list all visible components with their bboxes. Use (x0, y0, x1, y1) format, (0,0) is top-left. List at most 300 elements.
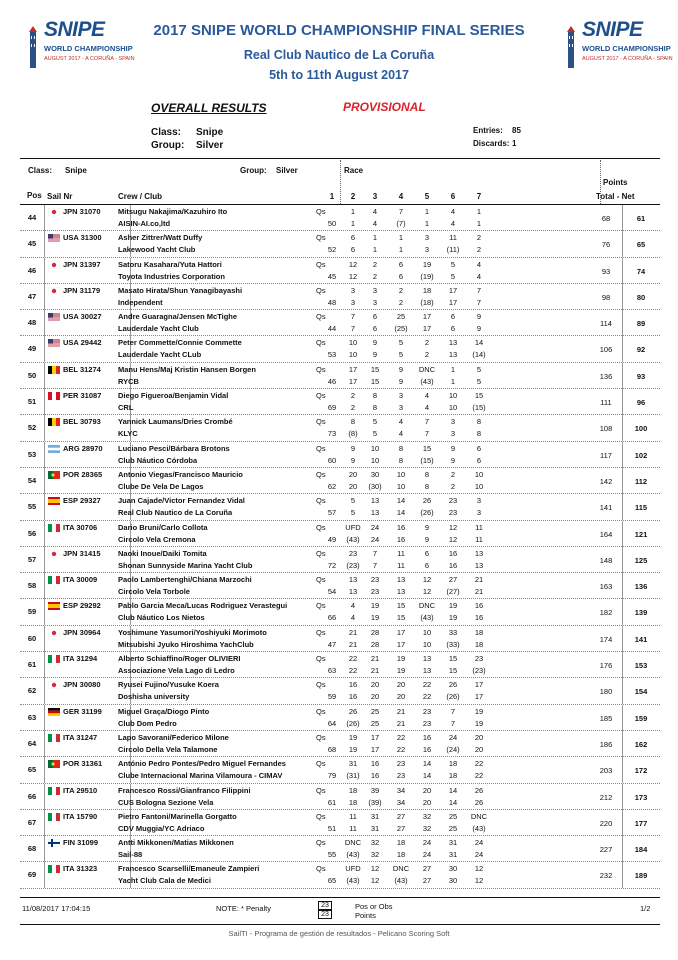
total-points: 182 (599, 608, 613, 618)
race-7-points: 13 (474, 560, 484, 570)
sail-number: POR 28365 (63, 469, 103, 479)
race-5-position: 2 (424, 338, 430, 348)
sail-number: JPN 31397 (63, 259, 101, 269)
race-3-points: 3 (372, 297, 378, 307)
race-3-points: (39) (368, 797, 382, 807)
net-points: 102 (634, 450, 648, 460)
net-points: 141 (634, 634, 648, 644)
race-2-points: 18 (348, 797, 358, 807)
timestamp: 11/08/2017 17:04:15 (22, 904, 91, 913)
race-4-position: 13 (396, 575, 406, 585)
race-6-position: 12 (448, 522, 458, 532)
sail-number: ITA 31247 (63, 732, 98, 742)
race-5-position: 22 (422, 680, 432, 690)
net-points: 100 (634, 424, 648, 434)
race-4-points: 1 (398, 245, 404, 255)
race-2-points: 1 (350, 219, 356, 228)
crew-names: Asher Zittrer/Watt Duffy (118, 233, 203, 243)
race-3-position: 6 (372, 312, 378, 322)
race-1-points: 64 (327, 718, 337, 728)
legend-box-points: 23 (318, 910, 332, 919)
footer-rule (20, 924, 660, 925)
race-6-position: 25 (448, 811, 458, 821)
th-group-label: Group: (240, 166, 267, 175)
entries-label: Entries: (473, 126, 503, 135)
race-7-position: 6 (476, 443, 482, 453)
race-3-position: 32 (370, 838, 380, 848)
race-4-points: 10 (396, 481, 406, 491)
race-2-position: 31 (348, 759, 358, 769)
crew-names: António Pedro Pontes/Pedro Miguel Fernandes (118, 759, 286, 769)
race-5-points: (19) (420, 271, 434, 281)
race-2-position: 8 (350, 417, 356, 427)
race-4-position: 27 (396, 811, 406, 821)
penalty-note: NOTE: * Penalty (216, 904, 272, 913)
usa-flag-icon (48, 234, 60, 242)
race-2-position: 13 (348, 575, 358, 585)
fin-flag-icon (48, 839, 60, 847)
sail-number: USA 30027 (63, 312, 102, 322)
race-2-points: (23) (346, 560, 360, 570)
race-6-points: (33) (446, 639, 460, 649)
race-3-points: 7 (372, 560, 378, 570)
crew-names: Diego Figueroa/Benjamin Vidal (118, 391, 229, 401)
total-points: 174 (599, 634, 613, 644)
race-3-position: 15 (370, 364, 380, 374)
net-points: 172 (634, 766, 648, 776)
total-points: 98 (601, 292, 611, 302)
race-4-points: 15 (396, 613, 406, 623)
race-7-position: 1 (476, 207, 482, 216)
race-4-points: 34 (396, 797, 406, 807)
race-2-points: 13 (348, 587, 358, 597)
club-name: Yacht Club Cala de Medici (118, 876, 211, 886)
software-credit: SailTI - Programa de gestión de resultados - Pelicano Scoring Soft (228, 929, 450, 938)
club-name: Lauderdale Yacht Club (118, 324, 199, 334)
group-value: Silver (196, 140, 224, 151)
race-1-points: 54 (327, 587, 337, 597)
sail-number: FIN 31099 (63, 838, 99, 848)
race-7-points: 11 (475, 534, 483, 544)
race-7-points: 6 (476, 455, 482, 465)
qs-label: Qs (316, 443, 326, 453)
sail-number: ESP 29327 (63, 496, 101, 506)
position-cell: 51 (27, 397, 37, 407)
club-name: Circolo Vela Torbole (118, 587, 190, 597)
race-2-points: 16 (348, 692, 358, 702)
race-2-points: 19 (348, 744, 358, 754)
logo-brand: SNIPE (582, 18, 643, 41)
crew-names: Yoshimune Yasumori/Yoshiyuki Morimoto (118, 627, 267, 637)
table-row (20, 573, 660, 599)
race-1-points: 46 (327, 376, 337, 386)
race-3-points: 9 (372, 350, 378, 360)
race-7-points: 8 (476, 429, 482, 439)
total-points: 142 (599, 476, 613, 486)
race-4-points: 21 (396, 718, 406, 728)
race-5-position: 26 (422, 496, 432, 506)
race-2-position: 17 (348, 364, 358, 374)
sail-number: USA 31300 (63, 233, 102, 243)
jpn-flag-icon (48, 287, 60, 295)
race-4-position: 14 (396, 496, 406, 506)
race-7-points: 3 (476, 508, 482, 518)
sail-number: ESP 29292 (63, 601, 101, 611)
race-6-points: 10 (448, 403, 458, 413)
qs-label: Qs (316, 732, 326, 742)
logo-sub: WORLD CHAMPIONSHIP (44, 44, 133, 53)
position-cell: 47 (27, 291, 37, 301)
table-row (20, 468, 660, 494)
race-2-position: 18 (348, 785, 358, 795)
race-4-position: 1 (398, 233, 404, 243)
race-3-position: 23 (370, 575, 380, 585)
race-6-points: 23 (448, 508, 458, 518)
race-2-position: 20 (348, 469, 358, 479)
table-row (20, 784, 660, 810)
race-7-points: 22 (474, 771, 484, 781)
race-1-points: 62 (327, 481, 337, 491)
race-2-points: 3 (350, 297, 356, 307)
race-6-points: 18 (448, 771, 458, 781)
club-name: Doshisha university (118, 692, 190, 702)
crew-names: Andre Guaragna/Jensen McTighe (118, 312, 238, 322)
table-row (20, 678, 660, 704)
race-4-points: 23 (396, 771, 406, 781)
race-6-position: 18 (448, 759, 458, 769)
race-5-position: 27 (422, 864, 432, 874)
race-1-points: 59 (327, 692, 337, 702)
net-points: 159 (634, 713, 648, 723)
race-3-position: 28 (370, 627, 380, 637)
race-4-position: 23 (396, 759, 406, 769)
race-5-position: 20 (422, 785, 432, 795)
por-flag-icon (48, 760, 60, 768)
qs-label: Qs (316, 601, 326, 611)
race-2-position: 10 (348, 338, 358, 348)
total-points: 220 (599, 818, 613, 828)
bel-flag-icon (48, 366, 60, 374)
race-5-points: 9 (424, 534, 430, 544)
qs-label: Qs (316, 233, 326, 243)
race-7-points: 20 (474, 744, 484, 754)
ita-flag-icon (48, 655, 60, 663)
race-4-position: 19 (396, 654, 406, 664)
net-points: 177 (634, 818, 648, 828)
race-6-points: 4 (450, 219, 456, 228)
event-dates: 5th to 11th August 2017 (269, 68, 409, 82)
race-5-position: 3 (424, 233, 430, 243)
race-5-points: 16 (422, 744, 432, 754)
race-1-points: 44 (327, 324, 337, 334)
net-points: 173 (634, 792, 648, 802)
race-7-position: 10 (474, 469, 484, 479)
crew-names: Miguel Graça/Diogo Pinto (118, 706, 210, 716)
table-row (20, 836, 660, 862)
th-pos: Pos (27, 191, 42, 200)
race-2-position: UFD (345, 864, 361, 874)
th-race-4: 4 (398, 192, 404, 201)
race-6-points: 17 (448, 297, 458, 307)
race-7-points: 16 (474, 613, 484, 623)
race-7-points: 18 (474, 639, 484, 649)
crew-names: Yannick Laumans/Dries Crombé (118, 417, 233, 427)
race-5-points: 14 (422, 771, 432, 781)
class-label: Class: (151, 127, 182, 138)
race-4-points: (25) (394, 324, 408, 334)
race-2-position: 21 (348, 627, 358, 637)
qs-label: Qs (316, 338, 326, 348)
qs-label: Qs (316, 627, 326, 637)
race-1-points: 73 (327, 429, 337, 439)
position-cell: 65 (27, 765, 37, 775)
race-5-points: 4 (424, 403, 430, 413)
class-value: Snipe (196, 127, 224, 138)
race-6-points: 13 (448, 350, 458, 360)
race-7-points: 10 (474, 481, 484, 491)
qs-label: Qs (316, 364, 326, 374)
race-6-position: 26 (448, 680, 458, 690)
crew-names: Lapo Savorani/Federico Milone (118, 732, 229, 742)
sail-number: JPN 30964 (63, 627, 101, 637)
race-3-position: 24 (370, 522, 380, 532)
race-5-position: DNC (418, 601, 436, 611)
jpn-flag-icon (48, 629, 60, 637)
crew-names: Antti Mikkonen/Matias Mikkonen (118, 838, 234, 848)
race-3-position: 5 (372, 417, 378, 427)
arg-flag-icon (48, 445, 60, 453)
qs-label: Qs (316, 654, 326, 664)
sail-number: ITA 30009 (63, 575, 98, 585)
race-6-points: 15 (448, 666, 458, 676)
race-1-points: 57 (327, 508, 337, 518)
race-2-points: 6 (350, 245, 356, 255)
table-row (20, 442, 660, 468)
sail-number: ARG 28970 (63, 443, 103, 453)
table-row (20, 810, 660, 836)
race-5-points: 32 (422, 823, 432, 833)
total-points: 136 (599, 371, 613, 381)
race-4-points: (43) (394, 876, 408, 886)
race-4-position: 11 (397, 548, 405, 558)
race-3-points: 19 (370, 613, 380, 623)
race-7-points: 5 (476, 376, 482, 386)
race-6-points: 9 (450, 455, 456, 465)
position-cell: 60 (27, 633, 37, 643)
race-6-points: 5 (450, 271, 456, 281)
race-1-points: 65 (327, 876, 337, 886)
table-row (20, 626, 660, 652)
race-4-position: 15 (396, 601, 406, 611)
th-total-net: Total - Net (596, 192, 635, 201)
race-4-position: 10 (396, 469, 406, 479)
sail-number: BEL 30793 (63, 417, 101, 427)
net-points: 92 (636, 345, 646, 355)
race-6-position: 23 (448, 496, 458, 506)
legend-box-pos: 23 (318, 901, 332, 910)
esp-flag-icon (48, 497, 60, 505)
crew-names: Alberto Schiaffino/Roger OLIVIERI (118, 654, 241, 664)
sail-number: JPN 31070 (63, 207, 101, 216)
race-1-points: 63 (327, 666, 337, 676)
ita-flag-icon (48, 524, 60, 532)
race-5-position: 9 (424, 522, 430, 532)
crew-names: Pietro Fantoni/Marinella Gorgatto (118, 811, 237, 821)
race-2-position: 6 (350, 233, 356, 243)
total-points: 212 (599, 792, 613, 802)
qs-label: Qs (316, 496, 326, 506)
crew-names: Peter Commette/Connie Commette (118, 338, 242, 348)
total-points: 180 (599, 687, 613, 697)
position-cell: 54 (27, 475, 37, 485)
race-3-points: 15 (370, 376, 380, 386)
race-1-points: 72 (327, 560, 337, 570)
race-5-points: 12 (422, 587, 432, 597)
qs-label: Qs (316, 469, 326, 479)
net-points: 136 (634, 582, 648, 592)
race-2-points: 11 (349, 823, 357, 833)
position-cell: 49 (27, 344, 37, 354)
qs-label: Qs (316, 759, 326, 769)
race-4-position: 6 (398, 259, 404, 269)
race-7-position: 24 (474, 838, 484, 848)
race-6-position: 1 (450, 364, 456, 374)
race-3-points: 23 (370, 587, 380, 597)
logo-brand: SNIPE (44, 18, 105, 41)
race-4-position: 25 (396, 312, 406, 322)
race-7-position: 8 (476, 417, 482, 427)
jpn-flag-icon (48, 550, 60, 558)
sail-number: ITA 29510 (63, 785, 98, 795)
table-row (20, 494, 660, 520)
race-6-points: (24) (446, 744, 460, 754)
club-name: Club Náutico Los Nietos (118, 613, 205, 623)
race-7-position: DNC (470, 811, 488, 821)
results-table (20, 205, 660, 889)
club-name: CRL (118, 403, 134, 413)
race-4-position: 4 (398, 417, 404, 427)
race-4-points: 18 (396, 850, 406, 860)
race-7-position: 5 (476, 364, 482, 374)
race-6-points: 6 (450, 324, 456, 334)
qs-label: Qs (316, 575, 326, 585)
race-4-position: 3 (398, 391, 404, 401)
table-row (20, 521, 660, 547)
race-2-points: 9 (350, 455, 356, 465)
jpn-flag-icon (48, 681, 60, 689)
race-2-points: (43) (346, 876, 360, 886)
race-1-points: 69 (327, 403, 337, 413)
th-points: Points (603, 178, 628, 187)
crew-names: Francesco Rossi/Gianfranco Filippini (118, 785, 251, 795)
race-1-points: 48 (327, 297, 337, 307)
table-row (20, 547, 660, 573)
club-name: Sail-88 (118, 850, 143, 860)
race-4-points: 16 (396, 534, 406, 544)
race-5-points: 10 (422, 639, 432, 649)
th-race-5: 5 (424, 192, 430, 201)
position-cell: 44 (27, 213, 37, 222)
table-row (20, 310, 660, 336)
race-2-points: 5 (350, 508, 356, 518)
position-cell: 52 (27, 423, 37, 433)
net-points: 139 (634, 608, 648, 618)
race-5-points: (43) (420, 376, 434, 386)
race-2-position: 11 (349, 811, 357, 821)
race-2-points: (26) (346, 718, 360, 728)
qs-label: Qs (316, 680, 326, 690)
sail-number: ITA 30706 (63, 522, 98, 532)
race-3-position: 10 (370, 443, 380, 453)
race-6-position: 14 (448, 785, 458, 795)
qs-label: Qs (316, 259, 326, 269)
net-points: 93 (636, 371, 646, 381)
race-5-points: 8 (424, 481, 430, 491)
crew-names: Satoru Kasahara/Yuta Hattori (118, 259, 222, 269)
total-points: 232 (599, 871, 613, 881)
race-5-points: (15) (420, 455, 434, 465)
race-6-position: 17 (448, 285, 458, 295)
race-2-position: UFD (345, 522, 361, 532)
race-5-position: 24 (422, 838, 432, 848)
race-2-points: 2 (350, 403, 356, 413)
race-5-points: 13 (422, 666, 432, 676)
per-flag-icon (48, 392, 60, 400)
crew-names: Ryusei Fujino/Yusuke Koera (118, 680, 219, 690)
race-3-position: 39 (370, 785, 380, 795)
net-points: 65 (636, 240, 646, 250)
race-2-points: (31) (346, 771, 360, 781)
club-name: AISIN-AI.co,ltd (118, 219, 171, 228)
race-7-position: 3 (476, 496, 482, 506)
sail-number: POR 31361 (63, 759, 103, 769)
sail-number: JPN 31415 (63, 548, 101, 558)
th-race-6: 6 (450, 192, 456, 201)
race-1-points: 60 (327, 455, 337, 465)
race-4-position: 9 (398, 364, 404, 374)
race-5-points: (26) (420, 508, 434, 518)
page-number: 1/2 (640, 904, 651, 913)
race-2-points: 10 (348, 350, 358, 360)
qs-label: Qs (316, 391, 326, 401)
race-6-points: 31 (448, 850, 458, 860)
race-4-position: 18 (396, 838, 406, 848)
race-5-points: (18) (420, 297, 434, 307)
race-3-points: 32 (370, 850, 380, 860)
total-points: 176 (599, 661, 613, 671)
crew-names: Dario Bruni/Carlo Collota (118, 522, 208, 532)
table-bottom-rule (20, 897, 660, 898)
page-title: 2017 SNIPE WORLD CHAMPIONSHIP FINAL SERIES (153, 22, 525, 39)
race-6-position: 9 (450, 443, 456, 453)
race-1-points: 66 (327, 613, 337, 623)
overall-results-heading: OVERALL RESULTS (151, 101, 267, 115)
race-5-position: 8 (424, 469, 430, 479)
race-3-points: 10 (370, 455, 380, 465)
th-race-1: 1 (329, 192, 335, 201)
race-3-position: 21 (370, 654, 380, 664)
legend-points-text: Points (355, 911, 376, 920)
net-points: 121 (634, 529, 648, 539)
race-1-points: 49 (327, 534, 337, 544)
race-7-points: 7 (476, 297, 482, 307)
race-6-position: 2 (450, 469, 456, 479)
race-7-position: 9 (476, 312, 482, 322)
por-flag-icon (48, 471, 60, 479)
table-row (20, 231, 660, 257)
race-5-position: 15 (422, 443, 432, 453)
race-3-position: 2 (372, 259, 378, 269)
